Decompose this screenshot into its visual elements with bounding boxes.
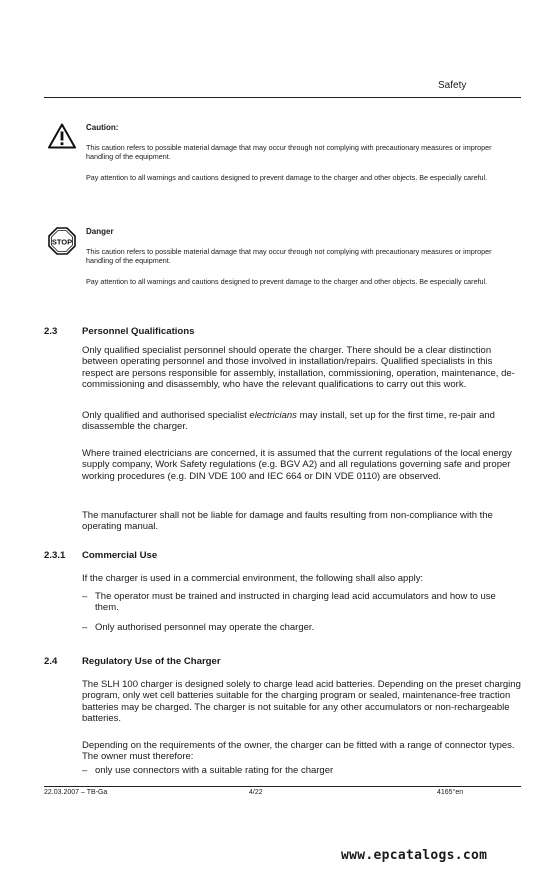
caution-text-1: This caution refers to possible material damage that may occur through not complying with precautionary measures or improper handling of the equipment.	[86, 143, 492, 162]
section-2-4-number: 2.4	[44, 656, 58, 667]
list-item: – only use connectors with a suitable rating for the charger	[82, 765, 334, 776]
section-2-3-number: 2.3	[44, 326, 58, 337]
stop-sign-text: STOP	[51, 237, 73, 247]
danger-title: Danger	[86, 227, 114, 236]
header-section-name: Safety	[438, 80, 467, 91]
section-2-4-paragraph-1: The SLH 100 charger is designed solely to charge lead acid batteries. Depending on the preset charging program, only wet cell batteries suitable for the charging program or sealed, maintenance-free traction batteries may be charged. The charger is not suitable for any other accumulators or non-rechargeable batteries.	[82, 679, 521, 725]
section-2-3-paragraph-2: Only qualified and authorised specialist electricians may install, set up for the first time, re-pair and disassemble the charger.	[82, 410, 495, 433]
section-2-3-1-number: 2.3.1	[44, 550, 66, 561]
caution-title: Caution:	[86, 123, 119, 132]
footer-document-number: 4165°en	[437, 789, 464, 796]
section-2-3-paragraph-1: Only qualified specialist personnel should operate the charger. There should be a clear distinction between operating personnel and those involved in installation/repairs. Qualified specialists in this respect are persons responsible for assembly, installation, commissioning, operation, maintenance, de-commissioning and disassembly, who have the relevant qualifications to carry out this work.	[82, 345, 515, 391]
danger-text-2: Pay attention to all warnings and cautions designed to prevent damage to the charger and other objects. Be especially careful.	[86, 277, 488, 286]
section-2-3-1-intro: If the charger is used in a commercial environment, the following shall also apply:	[82, 573, 424, 584]
watermark-url: www.epcatalogs.com	[341, 848, 488, 863]
footer-rule	[44, 786, 521, 787]
footer-page-number: 4/22	[249, 789, 263, 796]
danger-text-1: This caution refers to possible material damage that may occur through not complying with precautionary measures or improper handling of the equipment.	[86, 247, 492, 266]
warning-triangle-icon	[48, 123, 76, 149]
stop-sign-icon	[48, 227, 76, 255]
section-2-3-paragraph-3: Where trained electricians are concerned, it is assumed that the current regulations of the local energy supply company, Work Safety regulations (e.g. BGV A2) and all regulations governing safe and proper working procedures (e.g. DIN VDE 100 and IEC 664 or DIN VDE 0110) are observed.	[82, 448, 512, 482]
list-item: – Only authorised personnel may operate the charger.	[82, 622, 315, 633]
footer-date: 22.03.2007 – TB-Ga	[44, 789, 108, 796]
list-item: – The operator must be trained and instructed in charging lead acid accumulators and how to use them.	[82, 591, 496, 614]
section-2-3-title: Personnel Qualifications	[82, 326, 195, 337]
section-2-3-1-title: Commercial Use	[82, 550, 158, 561]
header-rule	[44, 97, 521, 98]
electricians-emphasis: electricians	[249, 410, 297, 421]
caution-text-2: Pay attention to all warnings and cautions designed to prevent damage to the charger and other objects. Be especially careful.	[86, 173, 488, 182]
section-2-4-title: Regulatory Use of the Charger	[82, 656, 221, 667]
section-2-3-paragraph-4: The manufacturer shall not be liable for damage and faults resulting from non-compliance with the operating manual.	[82, 510, 493, 533]
section-2-4-paragraph-2: Depending on the requirements of the owner, the charger can be fitted with a range of connector types. The owner must therefore:	[82, 740, 515, 763]
